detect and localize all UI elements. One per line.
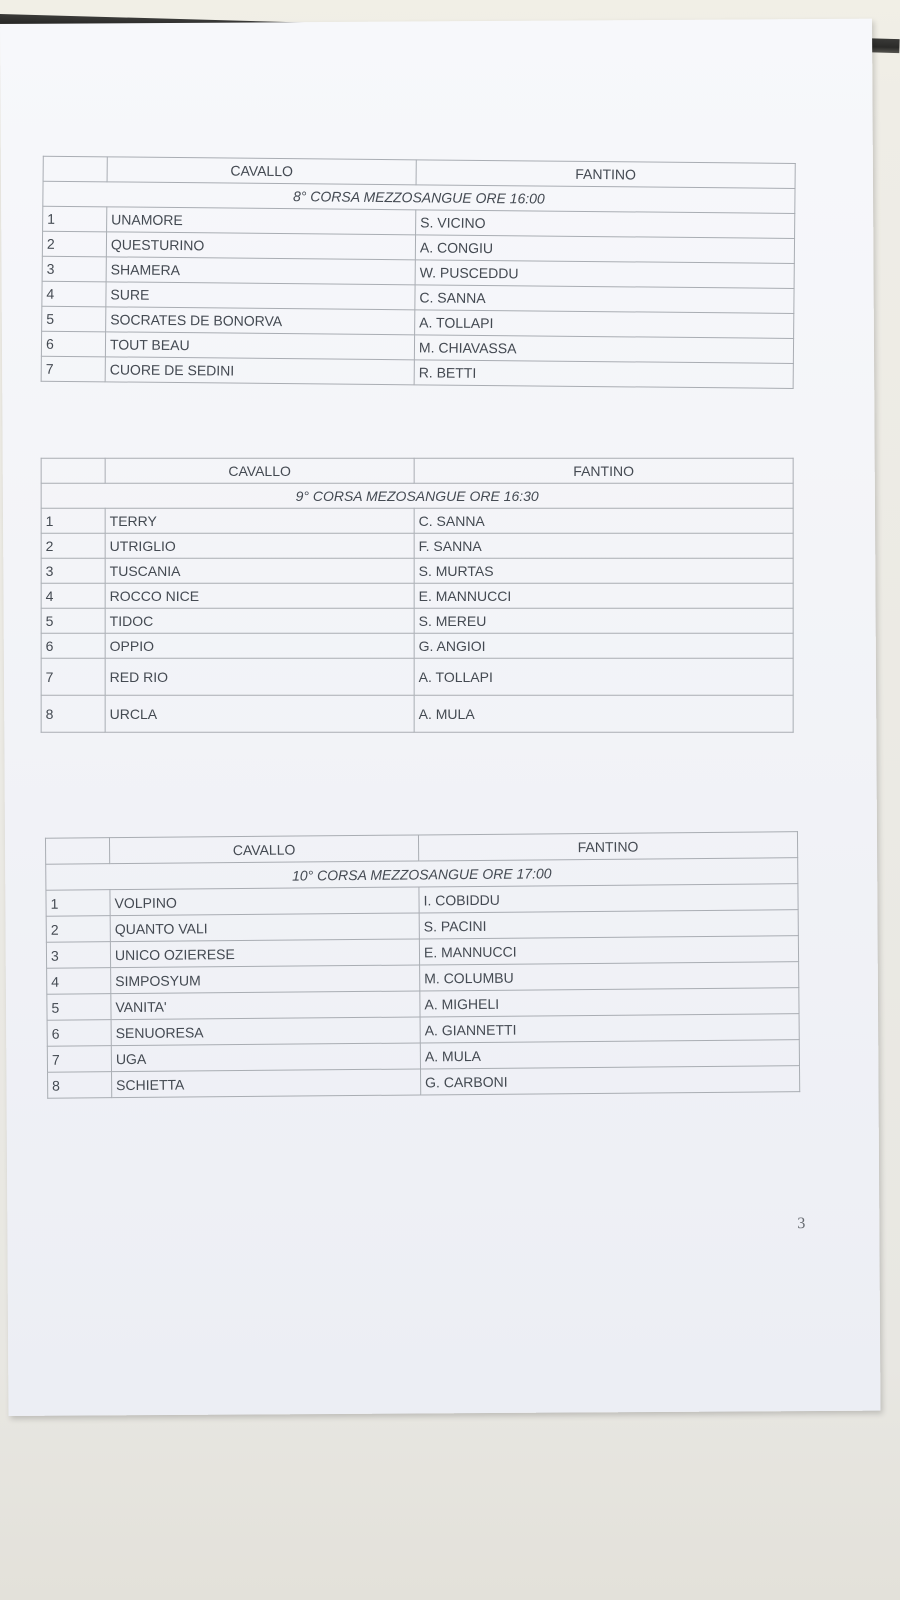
- entry-fantino: I. COBIDDU: [419, 884, 798, 913]
- entry-number: 6: [41, 331, 105, 357]
- header-number-cell: [45, 838, 109, 865]
- entry-fantino: G. ANGIOI: [414, 633, 793, 658]
- entry-fantino: C. SANNA: [415, 285, 794, 314]
- entry-cavallo: TERRY: [105, 508, 414, 533]
- entry-cavallo: CUORE DE SEDINI: [105, 357, 414, 385]
- entry-number: 3: [46, 942, 110, 969]
- entry-cavallo: SCHIETTA: [112, 1069, 421, 1098]
- race-table-8: [41, 156, 796, 389]
- entry-number: 1: [46, 890, 110, 917]
- entry-number: 4: [47, 968, 111, 995]
- entry-number: 2: [41, 533, 105, 558]
- table-header-row: [41, 458, 793, 483]
- entry-cavallo: ROCCO NICE: [105, 583, 414, 608]
- entry-cavallo: TUSCANIA: [105, 558, 414, 583]
- entry-fantino: A. TOLLAPI: [415, 310, 794, 339]
- header-fantino: FANTINO: [418, 832, 797, 861]
- entry-number: 5: [42, 306, 106, 332]
- entry-cavallo: UNAMORE: [107, 207, 416, 235]
- entry-number: 1: [41, 508, 105, 533]
- table-row: [41, 533, 793, 558]
- entry-fantino: F. SANNA: [414, 533, 793, 558]
- entry-fantino: G. CARBONI: [421, 1066, 800, 1095]
- table-row: [41, 608, 793, 633]
- entry-cavallo: OPPIO: [105, 633, 414, 658]
- entry-cavallo: UGA: [111, 1043, 420, 1072]
- entry-number: 5: [41, 608, 105, 633]
- entry-fantino: A. GIANNETTI: [420, 1014, 799, 1043]
- entry-number: 7: [41, 658, 105, 695]
- entry-fantino: R. BETTI: [414, 360, 793, 389]
- table-row: [41, 633, 793, 658]
- entry-fantino: A. CONGIU: [415, 235, 794, 264]
- entry-number: 2: [46, 916, 110, 943]
- entry-fantino: S. VICINO: [416, 210, 795, 239]
- entry-number: 2: [42, 231, 106, 257]
- entry-number: 3: [42, 256, 106, 282]
- entry-number: 1: [43, 206, 107, 232]
- entry-fantino: C. SANNA: [414, 508, 793, 533]
- table-row: [41, 558, 793, 583]
- race-table-9: [41, 458, 794, 733]
- entry-fantino: W. PUSCEDDU: [415, 260, 794, 289]
- entry-fantino: A. MIGHELI: [420, 988, 799, 1017]
- entry-number: 7: [41, 356, 105, 382]
- entry-number: 6: [41, 633, 105, 658]
- race-title: 9° CORSA MEZOSANGUE ORE 16:30: [41, 483, 793, 508]
- table-row: [41, 583, 793, 608]
- race-title-row: [41, 483, 793, 508]
- entry-number: 8: [48, 1072, 112, 1099]
- entry-cavallo: QUESTURINO: [106, 232, 415, 260]
- header-fantino: FANTINO: [416, 160, 795, 189]
- race-title: 10° CORSA MEZZOSANGUE ORE 17:00: [46, 858, 798, 891]
- race-table-10: [45, 831, 800, 1099]
- entry-fantino: M. COLUMBU: [420, 962, 799, 991]
- entry-cavallo: SENUORESA: [111, 1017, 420, 1046]
- entry-fantino: S. MURTAS: [414, 558, 793, 583]
- entry-cavallo: SOCRATES DE BONORVA: [106, 307, 415, 335]
- entry-fantino: E. MANNUCCI: [414, 583, 793, 608]
- entry-fantino: A. MULA: [414, 695, 793, 732]
- race-title: 8° CORSA MEZZOSANGUE ORE 16:00: [43, 181, 795, 213]
- header-number-cell: [43, 156, 107, 182]
- entry-cavallo: SIMPOSYUM: [111, 965, 420, 994]
- entry-fantino: M. CHIAVASSA: [414, 335, 793, 364]
- entry-fantino: S. MEREU: [414, 608, 793, 633]
- header-cavallo: CAVALLO: [107, 157, 416, 185]
- entry-cavallo: UNICO OZIERESE: [110, 939, 419, 968]
- table-row: [41, 508, 793, 533]
- entry-fantino: A. MULA: [420, 1040, 799, 1069]
- entry-number: 4: [42, 281, 106, 307]
- header-fantino: FANTINO: [414, 458, 793, 483]
- table-row: [41, 695, 793, 732]
- entry-cavallo: RED RIO: [105, 658, 414, 695]
- entry-cavallo: QUANTO VALI: [110, 913, 419, 942]
- page-number: 3: [797, 1215, 806, 1233]
- entry-cavallo: SURE: [106, 282, 415, 310]
- header-cavallo: CAVALLO: [109, 835, 418, 864]
- entry-cavallo: UTRIGLIO: [105, 533, 414, 558]
- entry-number: 6: [47, 1020, 111, 1047]
- entry-cavallo: SHAMERA: [106, 257, 415, 285]
- entry-cavallo: TOUT BEAU: [105, 332, 414, 360]
- entry-fantino: A. TOLLAPI: [414, 658, 793, 695]
- table-row: [48, 1066, 800, 1099]
- document-page: [0, 19, 880, 1416]
- entry-cavallo: URCLA: [105, 695, 414, 732]
- entry-number: 8: [41, 695, 105, 732]
- entry-cavallo: VANITA': [111, 991, 420, 1020]
- entry-number: 4: [41, 583, 105, 608]
- header-cavallo: CAVALLO: [105, 458, 414, 483]
- entry-cavallo: VOLPINO: [110, 887, 419, 916]
- entry-number: 7: [47, 1046, 111, 1073]
- entry-cavallo: TIDOC: [105, 608, 414, 633]
- entry-fantino: E. MANNUCCI: [419, 936, 798, 965]
- header-number-cell: [41, 458, 105, 483]
- table-row: [41, 658, 793, 695]
- entry-fantino: S. PACINI: [419, 910, 798, 939]
- entry-number: 3: [41, 558, 105, 583]
- entry-number: 5: [47, 994, 111, 1021]
